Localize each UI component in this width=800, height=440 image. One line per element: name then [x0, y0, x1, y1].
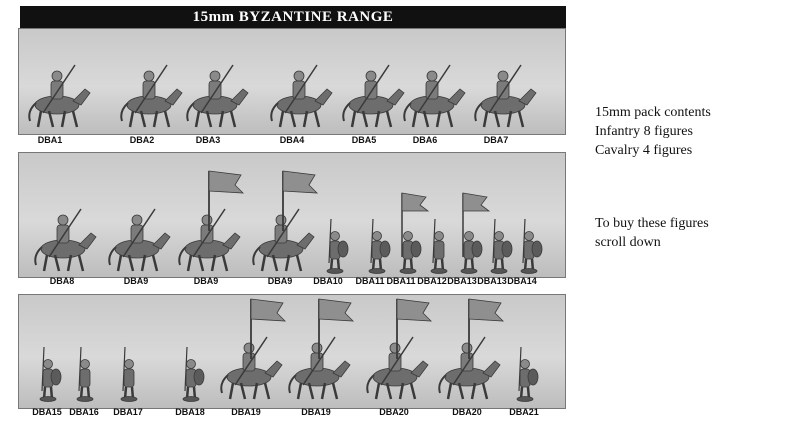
code-label: DBA20: [379, 407, 409, 417]
cavalry-figure: [121, 65, 182, 127]
cavalry-figure: [475, 65, 536, 127]
code-label: DBA10: [313, 276, 343, 286]
code-label: DBA11: [386, 276, 416, 286]
infantry-figure: [327, 219, 348, 274]
cavalry-figure: [404, 65, 465, 127]
code-label: DBA9: [193, 276, 219, 286]
row-2-figures: [19, 153, 565, 277]
code-label: DBA5: [351, 135, 377, 145]
infantry-figure: [77, 347, 93, 402]
buy-instructions: [595, 214, 709, 252]
cavalry-figure: [35, 209, 96, 271]
cavalry-figure: [29, 65, 90, 127]
code-label: DBA21: [509, 407, 539, 417]
code-label: DBA15: [32, 407, 62, 417]
catalog-title: 15mm BYZANTINE RANGE: [20, 6, 566, 28]
code-label: DBA6: [412, 135, 438, 145]
pack-contents-line: 15mm pack contents: [595, 105, 711, 120]
infantry-figure: [40, 347, 61, 402]
code-label: DBA1: [37, 135, 63, 145]
code-label: DBA14: [507, 276, 537, 286]
cavalry-figure: [109, 209, 170, 271]
infantry-figure: [121, 347, 137, 402]
cavalry-figure: [439, 299, 503, 399]
infantry-figure: [491, 219, 512, 274]
code-label: DBA8: [49, 276, 75, 286]
row-3-figures: [19, 295, 565, 408]
code-label: DBA18: [175, 407, 205, 417]
cavalry-figure: [221, 299, 285, 399]
figure-panel-row-2: [18, 152, 566, 278]
scroll-down-line: scroll down: [595, 235, 661, 250]
code-label: DBA13: [477, 276, 507, 286]
infantry-figure: [183, 347, 204, 402]
infantry-figure: [369, 219, 390, 274]
cavalry-figure: [271, 65, 332, 127]
row-1-figures: [19, 29, 565, 134]
code-label: DBA7: [483, 135, 509, 145]
cavalry-figure: [253, 171, 317, 271]
code-label: DBA19: [231, 407, 261, 417]
cavalry-figure: [187, 65, 248, 127]
code-label: DBA11: [355, 276, 385, 286]
code-label: DBA19: [301, 407, 331, 417]
code-label: DBA9: [267, 276, 293, 286]
code-label: DBA13: [447, 276, 477, 286]
pack-contents-info: [595, 103, 711, 160]
code-label: DBA20: [452, 407, 482, 417]
catalog-image: [12, 4, 558, 428]
code-label: DBA3: [195, 135, 221, 145]
cavalry-figure: [179, 171, 243, 271]
cavalry-figure: [367, 299, 431, 399]
infantry-figure: [461, 193, 489, 274]
code-label: DBA16: [69, 407, 99, 417]
infantry-figure: [517, 347, 538, 402]
code-label: DBA12: [417, 276, 447, 286]
code-label: DBA17: [113, 407, 143, 417]
infantry-figure: [431, 219, 447, 274]
infantry-figure: [400, 193, 428, 274]
code-label: DBA4: [279, 135, 305, 145]
figure-panel-row-1: [18, 28, 566, 135]
cavalry-figure: [289, 299, 353, 399]
figure-panel-row-3: [18, 294, 566, 409]
cavalry-count-line: Cavalry 4 figures: [595, 143, 693, 158]
code-label: DBA2: [129, 135, 155, 145]
cavalry-figure: [343, 65, 404, 127]
infantry-figure: [521, 219, 542, 274]
code-label: DBA9: [123, 276, 149, 286]
buy-line: To buy these figures: [595, 216, 709, 231]
infantry-count-line: Infantry 8 figures: [595, 124, 693, 139]
